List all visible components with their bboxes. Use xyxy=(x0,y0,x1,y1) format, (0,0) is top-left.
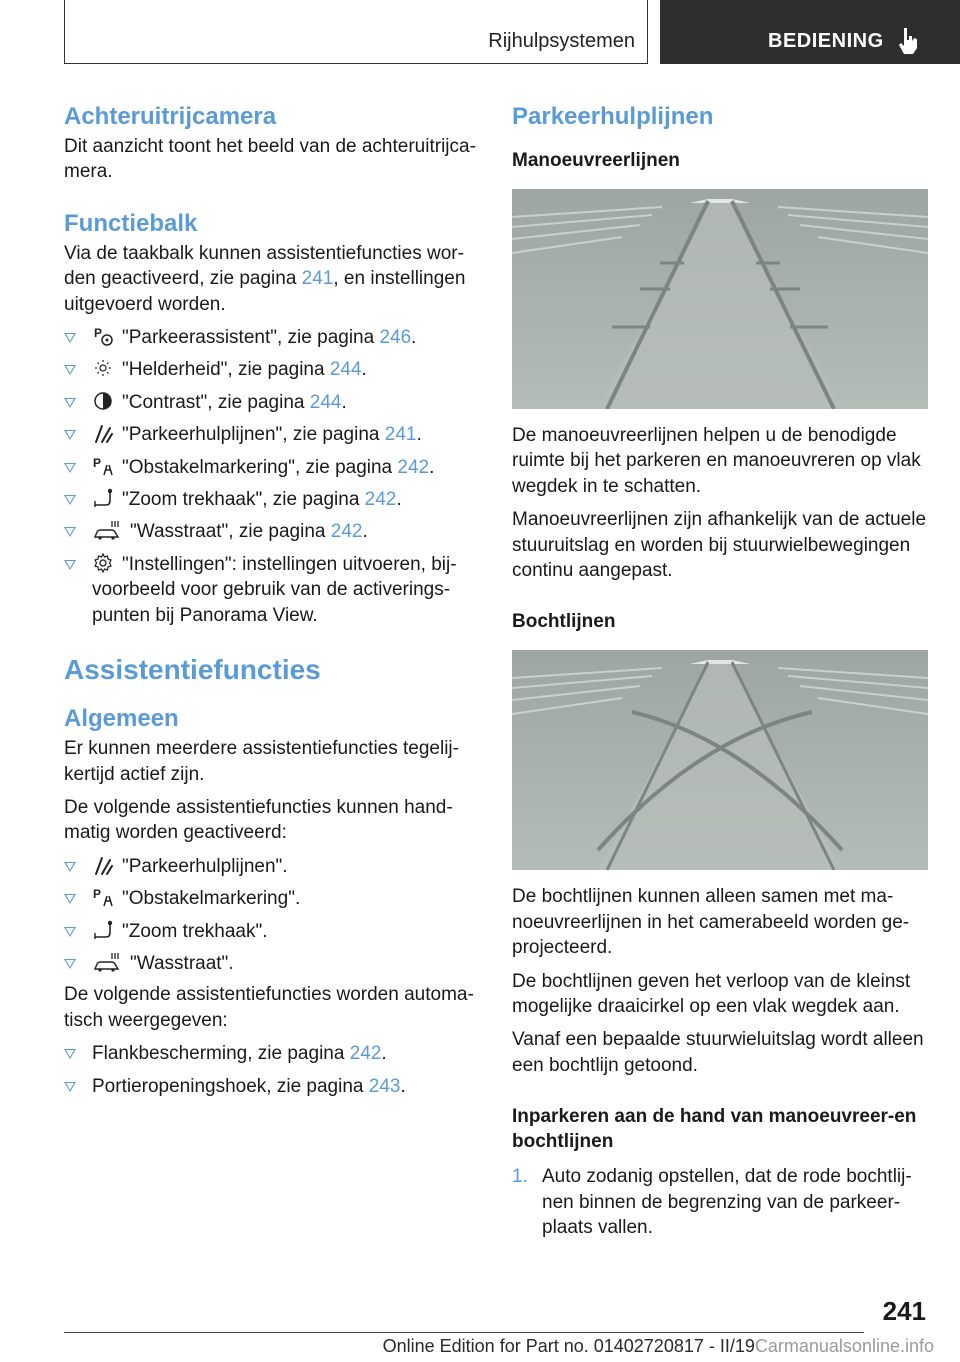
curve-lines-image xyxy=(512,650,928,870)
left-column xyxy=(64,100,480,1099)
svg-text:P: P xyxy=(93,887,102,902)
assist-heading: Assistentiefuncties xyxy=(64,654,321,686)
svg-text:P: P xyxy=(94,326,103,341)
list-item: "Instellingen": instellingen uitvoeren, bij-voorbeeld voor gebruik van de activerings-punten bij Panorama View. xyxy=(64,552,480,628)
manoeuvre-text-2: Manoeuvreerlijnen zijn afhankelijk van de actuele stuuruitslag en worden bij stuurwielbewegingen continu aangepast. xyxy=(512,509,927,582)
list-item: P "Parkeerassistent", zie pagina 246. xyxy=(64,325,480,350)
page-link[interactable]: 244 xyxy=(329,359,362,381)
brightness-icon xyxy=(92,357,114,379)
page-link[interactable]: 242 xyxy=(330,521,363,543)
steps-list xyxy=(512,1164,928,1240)
algemeen-heading: Algemeen xyxy=(64,705,179,733)
camera-text: Dit aanzicht toont het beeld van de achteruitrijca-mera. xyxy=(64,136,476,183)
page-link[interactable]: 244 xyxy=(309,391,342,413)
parking-lines-heading: Parkeerhulplijnen xyxy=(512,103,714,130)
right-column xyxy=(512,100,928,1241)
list-item: P "Obstakelmarkering". xyxy=(64,886,480,911)
list-item: "Zoom trekhaak". xyxy=(64,919,480,944)
parking-lines-icon xyxy=(92,854,114,876)
page-link[interactable]: 241 xyxy=(301,268,334,290)
functiebalk-text: Via de taakbalk kunnen assistentiefuncties wor-den geactiveerd, zie pagina 241, en instellingen uitgevoerd worden. xyxy=(64,242,466,315)
list-item: 1. Auto zodanig opstellen, dat de rode bochtlij-nen binnen de begrenzing van de parkeer-plaats vallen. xyxy=(512,1166,912,1239)
page-link[interactable]: 246 xyxy=(379,327,412,349)
section-title: Rijhulpsystemen xyxy=(488,30,635,52)
list-item: "Zoom trekhaak", zie pagina 242. xyxy=(64,487,480,512)
functiebalk-list xyxy=(64,325,480,628)
page-link[interactable]: 243 xyxy=(368,1075,401,1097)
page-number: 241 xyxy=(882,1296,926,1326)
tow-hitch-icon xyxy=(92,919,114,941)
svg-text:P: P xyxy=(93,455,102,470)
contrast-icon xyxy=(92,390,114,412)
inpark-heading: Inparkeren aan de hand van manoeuvreer-en bochtlijnen xyxy=(512,1106,917,1153)
list-item: "Contrast", zie pagina 244. xyxy=(64,390,480,415)
auto-list xyxy=(64,1041,480,1099)
page-link[interactable]: 242 xyxy=(349,1043,382,1065)
manoeuvre-heading: Manoeuvreerlijnen xyxy=(512,150,680,171)
page-link[interactable]: 242 xyxy=(397,456,430,478)
algemeen-text-2: De volgende assistentiefuncties kunnen hand-matig worden geactiveerd: xyxy=(64,796,453,844)
page-header xyxy=(0,0,960,66)
manual-list xyxy=(64,854,480,977)
list-item: Flankbescherming, zie pagina 242. xyxy=(64,1041,480,1066)
obstacle-marking-icon xyxy=(92,886,114,908)
functiebalk-heading: Functiebalk xyxy=(64,209,198,237)
bocht-text-1: De bochtlijnen kunnen alleen samen met ma-noeuvreerlijnen in het camerabeeld worden ge-projecteerd. xyxy=(512,886,910,959)
list-item: "Helderheid", zie pagina 244. xyxy=(64,357,480,382)
list-item: P "Obstakelmarkering", zie pagina 242. xyxy=(64,455,480,480)
hand-pointer-icon xyxy=(896,26,922,56)
page-link[interactable]: 242 xyxy=(364,489,397,511)
settings-gear-icon xyxy=(92,552,114,574)
chapter-title: BEDIENING xyxy=(768,30,884,52)
parking-lines-icon xyxy=(92,422,114,444)
tow-hitch-icon xyxy=(92,487,114,509)
list-item: "Parkeerhulplijnen", zie pagina 241. xyxy=(64,422,480,447)
algemeen-text-1: Er kunnen meerdere assistentiefuncties tegelij-kertijd actief zijn. xyxy=(64,738,459,785)
manoeuvre-text-1: De manoeuvreerlijnen helpen u de benodigde ruimte bij het parkeren en manoeuvreren op vlak wegdek in te schatten. xyxy=(512,425,921,497)
footer-divider xyxy=(64,1332,864,1333)
list-item: Portieropeningshoek, zie pagina 243. xyxy=(64,1074,480,1099)
list-item: "Wasstraat". xyxy=(64,951,480,976)
manoeuvre-lines-image xyxy=(512,189,928,409)
list-item: "Parkeerhulplijnen". xyxy=(64,854,480,879)
car-wash-icon xyxy=(92,519,122,541)
footer-edition: Online Edition for Part no. 01402720817 - II/19Carmanualsonline.info xyxy=(382,1336,934,1356)
obstacle-marking-icon xyxy=(92,455,114,477)
bocht-text-3: Vanaf een bepaalde stuurwieluitslag wordt alleen een bochtlijn getoond. xyxy=(512,1029,924,1076)
section-tab xyxy=(64,0,648,64)
car-wash-icon xyxy=(92,951,122,973)
camera-heading: Achteruitrijcamera xyxy=(64,103,277,130)
bocht-heading: Bochtlijnen xyxy=(512,611,616,633)
page-link[interactable]: 241 xyxy=(384,424,417,446)
list-item: "Wasstraat", zie pagina 242. xyxy=(64,519,480,544)
auto-text: De volgende assistentiefuncties worden automa-tisch weergegeven: xyxy=(64,984,474,1031)
bocht-text-2: De bochtlijnen geven het verloop van de kleinst mogelijke draaicirkel op een vlak wegdek aan. xyxy=(512,970,911,1018)
step-number: 1. xyxy=(512,1166,528,1188)
watermark: Carmanualsonline.info xyxy=(754,1336,934,1356)
parking-assistant-icon xyxy=(92,325,114,347)
